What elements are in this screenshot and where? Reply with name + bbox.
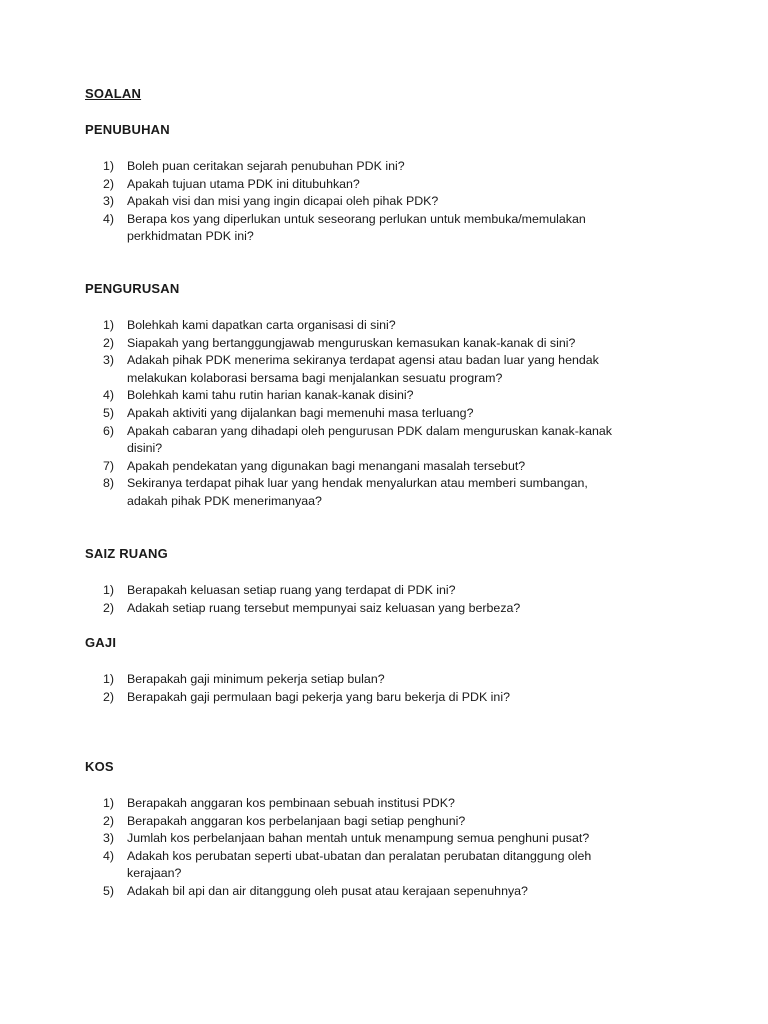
section-saiz-ruang (85, 546, 725, 617)
question-item (85, 387, 627, 405)
question-text: Apakah tujuan utama PDK ini ditubuhkan? (127, 176, 360, 191)
question-text: Apakah pendekatan yang digunakan bagi menangani masalah tersebut? (127, 458, 526, 473)
question-number: 4) (103, 388, 115, 403)
question-number: 5) (103, 405, 115, 420)
question-number: 1) (103, 159, 115, 173)
question-list (85, 582, 725, 617)
question-text: Adakah pihak PDK menerima sekiranya terdapat agensi atau badan luar yang hendak melakukan kolaborasi bersama bagi menjalankan sesuatu program? (127, 353, 599, 385)
section-heading: PENUBUHAN (85, 122, 170, 137)
section-gaji (85, 635, 725, 706)
section-heading: GAJI (85, 635, 117, 650)
question-item (85, 458, 627, 476)
question-text: Adakah setiap ruang tersebut mempunyai saiz keluasan yang berbeza? (127, 600, 521, 615)
question-number: 2) (103, 176, 115, 191)
question-list (85, 158, 725, 246)
question-item (85, 689, 627, 707)
question-number: 7) (103, 458, 115, 473)
question-text: Apakah visi dan misi yang ingin dicapai oleh pihak PDK? (127, 194, 439, 209)
section-heading: SAIZ RUANG (85, 546, 168, 561)
question-item (85, 830, 627, 848)
section-pengurusan (85, 281, 725, 511)
question-text: Bolehkah kami tahu rutin harian kanak-kanak disini? (127, 388, 414, 403)
question-item (85, 211, 627, 246)
document-title: SOALAN (85, 86, 142, 101)
question-text: Berapakah keluasan setiap ruang yang terdapat di PDK ini? (127, 583, 456, 597)
question-list (85, 795, 725, 901)
section-penubuhan (85, 122, 725, 246)
question-text: Apakah aktiviti yang dijalankan bagi memenuhi masa terluang? (127, 405, 474, 420)
question-text: Berapakah anggaran kos pembinaan sebuah institusi PDK? (127, 796, 455, 810)
question-number: 5) (103, 883, 115, 898)
question-number: 4) (103, 848, 115, 863)
question-number: 2) (103, 813, 115, 828)
question-number: 2) (103, 689, 115, 704)
question-number: 6) (103, 423, 115, 438)
question-text: Jumlah kos perbelanjaan bahan mentah untuk menampung semua penghuni pusat? (127, 831, 590, 846)
section-kos (85, 759, 725, 901)
question-number: 3) (103, 831, 115, 846)
question-item (85, 582, 627, 600)
question-number: 4) (103, 211, 115, 226)
question-text: Sekiranya terdapat pihak luar yang hendak menyalurkan atau memberi sumbangan, adakah pihak PDK menerimanyaa? (127, 476, 588, 508)
question-item (85, 795, 627, 813)
question-text: Siapakah yang bertanggungjawab menguruskan kemasukan kanak-kanak di sini? (127, 335, 576, 350)
question-text: Berapakah gaji permulaan bagi pekerja yang baru bekerja di PDK ini? (127, 689, 510, 704)
question-number: 8) (103, 476, 115, 491)
question-item (85, 475, 627, 510)
question-number: 3) (103, 194, 115, 209)
question-item (85, 423, 627, 458)
question-number: 2) (103, 335, 115, 350)
question-item (85, 883, 627, 901)
question-item (85, 317, 627, 335)
question-number: 1) (103, 318, 115, 332)
question-item (85, 158, 627, 176)
question-item (85, 405, 627, 423)
question-text: Adakah kos perubatan seperti ubat-ubatan dan peralatan perubatan ditanggung oleh kerajaan? (127, 848, 592, 881)
question-item (85, 352, 627, 387)
question-item (85, 176, 627, 194)
question-list (85, 671, 725, 706)
question-text: Berapa kos yang diperlukan untuk seseorang perlukan untuk membuka/memulakan perkhidmatan PDK ini? (127, 211, 586, 244)
question-item (85, 600, 627, 618)
question-text: Boleh puan ceritakan sejarah penubuhan PDK ini? (127, 159, 405, 173)
section-heading: PENGURUSAN (85, 281, 180, 296)
question-number: 1) (103, 583, 115, 597)
question-item (85, 671, 627, 689)
question-text: Adakah bil api dan air ditanggung oleh pusat atau kerajaan sepenuhnya? (127, 883, 528, 898)
question-number: 1) (103, 672, 115, 686)
question-number: 2) (103, 600, 115, 615)
question-item (85, 193, 627, 211)
question-number: 3) (103, 353, 115, 368)
question-item (85, 813, 627, 831)
question-item (85, 848, 627, 883)
question-number: 1) (103, 796, 115, 810)
question-item (85, 335, 627, 353)
question-list (85, 317, 725, 511)
question-text: Berapakah anggaran kos perbelanjaan bagi setiap penghuni? (127, 813, 466, 828)
question-text: Berapakah gaji minimum pekerja setiap bulan? (127, 672, 385, 686)
section-heading: KOS (85, 759, 114, 774)
question-text: Apakah cabaran yang dihadapi oleh pengurusan PDK dalam menguruskan kanak-kanak disini? (127, 423, 612, 456)
question-text: Bolehkah kami dapatkan carta organisasi di sini? (127, 318, 396, 332)
